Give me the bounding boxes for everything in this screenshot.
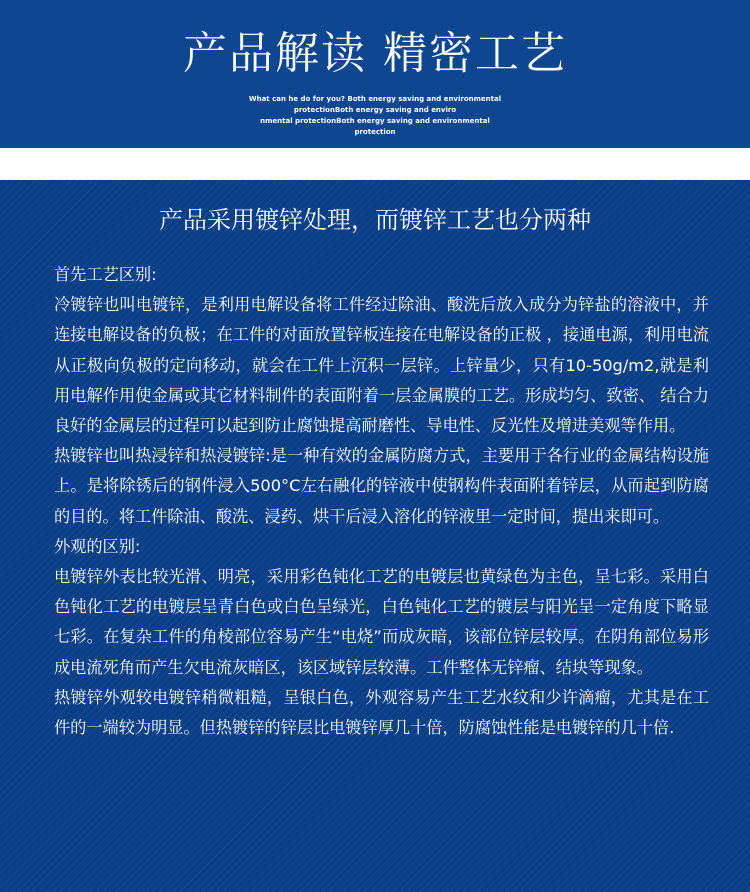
separator-gap [0, 148, 750, 180]
header-title: 产品解读 精密工艺 [183, 28, 567, 79]
paragraph: 热镀锌也叫热浸锌和热浸镀锌:是一种有效的金属防腐方式，主要用于各行业的金属结构设施上。是将除锈后的钢件浸入500°C左右融化的锌液中使钢构件表面附着锌层，从而起到防腐的目的。将工件除油、酸洗、浸药、烘干后浸入溶化的锌液里一定时间，提出来即可。 [54, 446, 709, 526]
paragraph-heading: 首先工艺区别: [54, 265, 157, 284]
header-subtitle-line: protectionBoth energy saving and enviro [293, 106, 457, 114]
header-subtitle-line: nmental protectionBoth energy saving and environmental protection [260, 117, 490, 136]
header-banner [0, 0, 750, 148]
paragraph: 电镀锌外表比较光滑、明亮，采用彩色钝化工艺的电镀层也黄绿色为主色，呈七彩。采用白色钝化工艺的电镀层呈青白色或白色呈绿光，白色钝化工艺的镀层与阳光呈一定角度下略显七彩。在复杂工件的角棱部位容易产生“电烧”而成灰暗，该部位锌层较厚。在阴角部位易形成电流死角而产生欠电流灰暗区，该区域锌层较薄。工件整体无锌瘤、结块等现象。 [54, 567, 709, 677]
section-title: 产品采用镀锌处理，而镀锌工艺也分两种 [159, 206, 591, 234]
body-text [54, 260, 709, 743]
content-panel [0, 180, 750, 892]
paragraph-heading: 外观的区别: [54, 536, 141, 556]
paragraph: 热镀锌外观较电镀锌稍微粗糙，呈银白色，外观容易产生工艺水纹和少许滴瘤，尤其是在工件的一端较为明显。但热镀锌的锌层比电镀锌厚几十倍，防腐蚀性能是电镀锌的几十倍. [54, 687, 709, 738]
paragraph: 冷镀锌也叫电镀锌，是利用电解设备将工件经过除油、酸洗后放入成分为锌盐的溶液中，并连接电解设备的负极；在工件的对面放置锌板连接在电解设备的正极 ，接通电源，利用电流从正极向负极的定向移动，就会在工件上沉积一层锌。上锌量少，只有10-50g/m2,就是利用电解作用使金属或其它材料制件的表面附着一层金属膜的工艺。形成均匀、致密、 结合力良好的金属层的过程可以起到防止腐蚀提高耐磨性、导电性、反光性及增进美观等作用。 [54, 295, 709, 436]
header-subtitle [240, 94, 510, 138]
header-subtitle-line: What can he do for you? Both energy saving and environmental [248, 95, 502, 103]
